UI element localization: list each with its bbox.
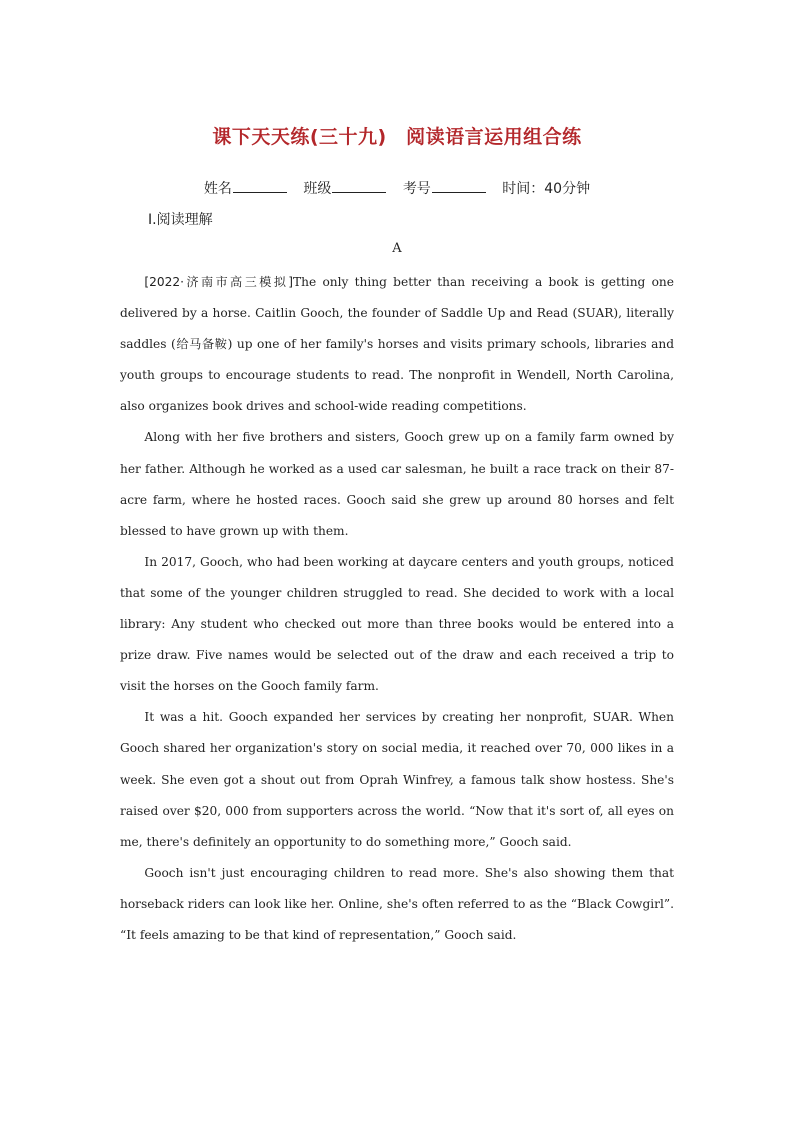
section-heading: Ⅰ.阅读理解 bbox=[148, 212, 213, 228]
paragraph bbox=[120, 267, 674, 422]
name-blank[interactable] bbox=[233, 178, 287, 193]
name-field bbox=[204, 178, 287, 198]
name-label: 姓名 bbox=[203, 181, 232, 197]
passage-source: [2022·济南市高三模拟] bbox=[144, 275, 294, 289]
paragraph: Gooch isn't just encouraging children to read more. She's also showing them that horseback riders can look like her. Online, she's often referred to as the “Black Cowgirl”. “It feels amazing to be that kind of representation,” Gooch said. bbox=[120, 865, 674, 942]
number-blank[interactable] bbox=[432, 178, 486, 193]
passage-label: A bbox=[392, 241, 402, 256]
class-label: 班级 bbox=[303, 181, 332, 197]
paragraph: In 2017, Gooch, who had been working at daycare centers and youth groups, noticed that some of the younger children struggled to read. She decided to work with a local library: Any student who checked out more than three books would be entered into a prize draw. Five names would be selected out of the draw and each received a trip to visit the horses on the Gooch family farm. bbox=[120, 554, 674, 694]
paragraph: Along with her five brothers and sisters, Gooch grew up on a family farm owned by her father. Although he worked as a used car salesman, he built a race track on their 87-acre farm, where he hosted races. Gooch said she grew up around 80 horses and felt blessed to have grown up with them. bbox=[120, 430, 674, 538]
number-label: 考号 bbox=[402, 181, 431, 197]
paragraph: It was a hit. Gooch expanded her services by creating her nonprofit, SUAR. When Gooch shared her organization's story on social media, it reached over 70, 000 likes in a week. She even got a shout out from Oprah Winfrey, a famous talk show hostess. She's raised over $20, 000 from supporters across the world. “Now that it's sort of, all eyes on me, there's definitely an opportunity to do something more,” Gooch said. bbox=[120, 710, 674, 849]
class-field bbox=[303, 178, 386, 198]
worksheet-title: 课下天天练(三十九) 阅读语言运用组合练 bbox=[212, 126, 582, 148]
class-blank[interactable] bbox=[332, 178, 386, 193]
number-field bbox=[403, 178, 486, 198]
student-info-row bbox=[0, 178, 794, 198]
paragraph-text: The only thing better than receiving a book is getting one delivered by a horse. Caitlin Gooch, the founder of Saddle Up and Read (SUAR), literally saddles (给马备鞍) up one of her family's horses and visits primary schools, libraries and youth groups to encourage students to read. The nonprofit in Wendell, North Carolina, also organizes book drives and school-wide reading competitions. bbox=[120, 275, 674, 414]
passage-body bbox=[120, 267, 674, 951]
time-limit: 时间：40分钟 bbox=[502, 181, 591, 197]
